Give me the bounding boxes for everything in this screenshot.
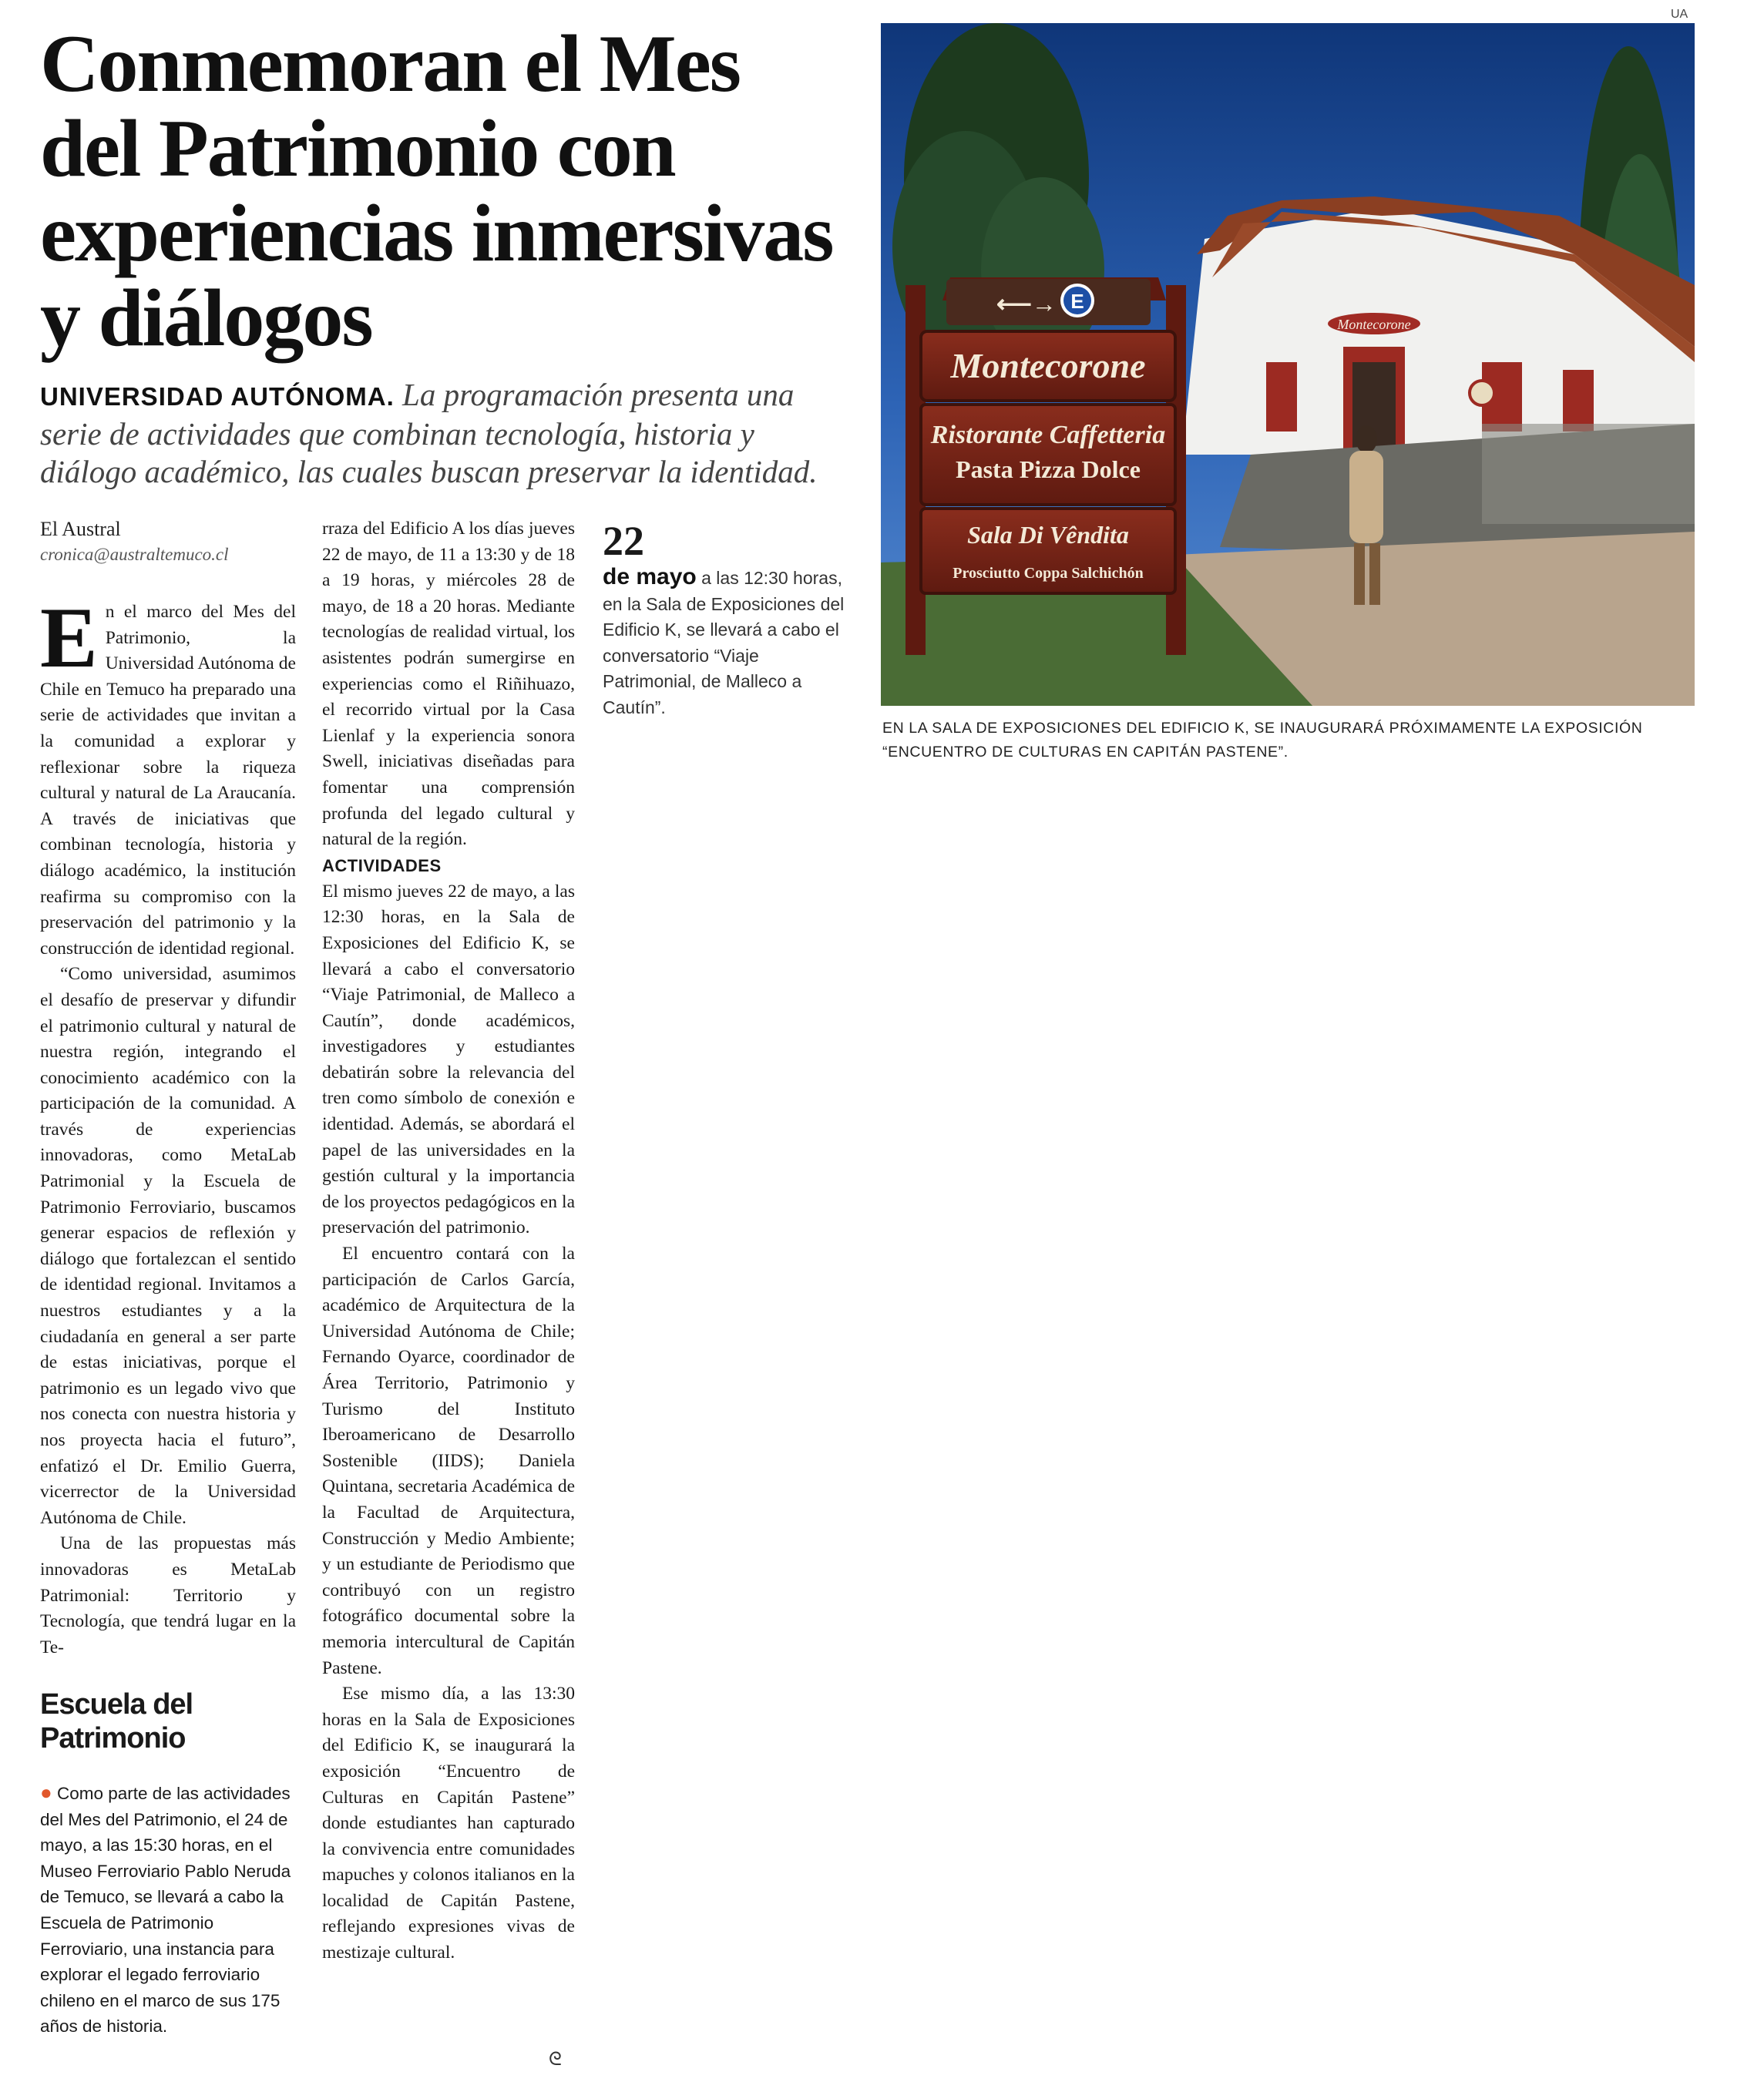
section-label: ACTIVIDADES [322, 855, 442, 875]
sign-name: Montecorone [950, 346, 1146, 385]
subhead [40, 376, 857, 491]
paragraph-5: El mismo jueves 22 de mayo, a las 12:30 horas, en la Sala de Exposiciones del Edificio K, se llevará a cabo el conversatorio “Viaje Patrimonial, de Malleco a Cautín”, donde académicos, investigadores y estudiantes debatirán sobre la relevancia del tren como símbolo de conexión e identidad. Además, se abordará el papel de las universidades en la gestión cultural y la importancia de los proyectos pedagógicos en la preservación del patrimonio. [322, 881, 575, 1238]
end-mark-icon: ᘓ [549, 2050, 562, 2070]
photo-illustration [881, 23, 1695, 706]
sign-line-4: Prosciutto Coppa Salchichón [953, 565, 1144, 582]
sign-line-1: Ristorante Caffetteria [930, 421, 1166, 449]
crosshead: Escuela del Patrimonio [40, 1688, 193, 1755]
box-text [40, 1780, 296, 2040]
byline-name: El Austral [40, 518, 121, 540]
sign-line-3: Sala Di Vêndita [967, 521, 1129, 549]
paragraph-7: Ese mismo día, a las 13:30 horas en la Sala de Exposiciones del Edificio K, se inaugurará la exposición “Encuentro de Culturas en Capitán Pastene” donde estudiantes han capturado la convivencia entre comunidades mapuches y colonos italianos en la localidad de Capitán Pastene, reflejando expresiones vivas de mestizaje cultural. [322, 1684, 575, 1963]
article-photo [881, 23, 1695, 706]
highlight-day: 22 [603, 518, 644, 564]
svg-text:⟵→: ⟵→ [996, 290, 1057, 317]
highlight-box [603, 518, 848, 721]
subhead-deck: La programación presenta una serie de actividades que combinan tecnología, historia y diálogo académico, las cuales buscan preservar la identidad. [40, 377, 818, 489]
subhead-kicker: UNIVERSIDAD AUTÓNOMA. [40, 382, 395, 411]
photo-credit: UA [1671, 8, 1688, 21]
sign-parking-letter: E [1070, 290, 1084, 313]
paragraph-4: rraza del Edificio A los días jueves 22 de mayo, de 11 a 13:30 y de 18 a 19 horas, y miércoles 28 de mayo, de 18 a 20 horas. Mediante tecnologías de realidad virtual, los asistentes podrán sumergirse en experiencias como el Riñihuazo, el recorrido virtual por la Casa Lienlaf y la experiencia sonora Swell, iniciativas diseñadas para fomentar una comprensión profunda del legado cultural y natural de la región. [322, 519, 575, 850]
article-column-1 [40, 590, 296, 1661]
article-column-2 [322, 516, 575, 1966]
paragraph-2: “Como universidad, asumimos el desafío de preservar y difundir el patrimonio cultural y natural de nuestra región, integrando el conocimiento académico con la participación de la comunidad. A través de experiencias innovadoras, como MetaLab Patrimonial y la Escuela de Patrimonio Ferroviario, buscamos generar espacios de reflexión y diálogo que fortalezcan el sentido de identidad regional. Invitamos a nuestros estudiantes y a la ciudadanía en general a ser parte de estas iniciativas, porque el patrimonio es un legado vivo que nos conecta con nuestra historia y nos proyecta hacia el futuro”, enfatizó el Dr. Emilio Guerra, vicerrector de la Universidad Autónoma de Chile. [40, 964, 296, 1528]
paragraph-6: El encuentro contará con la participación de Carlos García, académico de Arquitectura de la Universidad Autónoma de Chile; Fernando Oyarce, coordinador de Área Territorio, Patrimonio y Turismo del Instituto Iberoamericano de Desarrollo Sostenible (IIDS); Daniela Quintana, secretaria Académica de la Facultad de Arquitectura, Construcción y Medio Ambiente; y un estudiante de Periodismo que contribuyó con un registro fotográfico documental sobre la memoria intercultural de Capitán Pastene. [322, 1244, 575, 1678]
byline-email: cronica@australtemuco.cl [40, 545, 229, 564]
highlight-text: a las 12:30 horas, en la Sala de Exposiciones del Edificio K, se llevará a cabo el conversatorio “Viaje Patrimonial, de Malleco a Cautín”. [603, 568, 845, 717]
paragraph-3: Una de las propuestas más innovadoras es MetaLab Patrimonial: Territorio y Tecnología, que tendrá lugar en la Te- [40, 1533, 296, 1657]
highlight-month: de mayo [603, 564, 697, 589]
headline: Conmemoran el Mes del Patrimonio con experiencias inmersivas y diálogos [40, 18, 833, 363]
drop-cap: E [40, 590, 98, 686]
bullet-icon: ● [40, 1781, 52, 1804]
building-sign: Montecorone [1337, 317, 1411, 332]
photo-caption: EN LA SALA DE EXPOSICIONES DEL EDIFICIO K, SE INAUGURARÁ PRÓXIMAMENTE LA EXPOSICIÓN “ENCUENTRO DE CULTURAS EN CAPITÁN PASTENE”. [882, 720, 1643, 761]
paragraph-1: n el marco del Mes del Patrimonio, la Universidad Autónoma de Chile en Temuco ha preparado una serie de actividades que invitan a la comunidad a explorar y reflexionar sobre la riqueza cultural y natural de La Araucanía. A través de iniciativas que combinan tecnología, historia y diálogo académico, la institución reafirma su compromiso con la preservación del patrimonio y la construcción de identidad regional. [40, 602, 296, 959]
byline [40, 516, 294, 567]
sign-line-2: Pasta Pizza Dolce [956, 455, 1141, 483]
box-paragraph: Como parte de las actividades del Mes del Patrimonio, el 24 de mayo, a las 15:30 horas, en el Museo Ferroviario Pablo Neruda de Temuco, se llevará a cabo la Escuela de Patrimonio Ferroviario, una instancia para explorar el legado ferroviario chileno en el marco de sus 175 años de historia. [40, 1784, 291, 2037]
